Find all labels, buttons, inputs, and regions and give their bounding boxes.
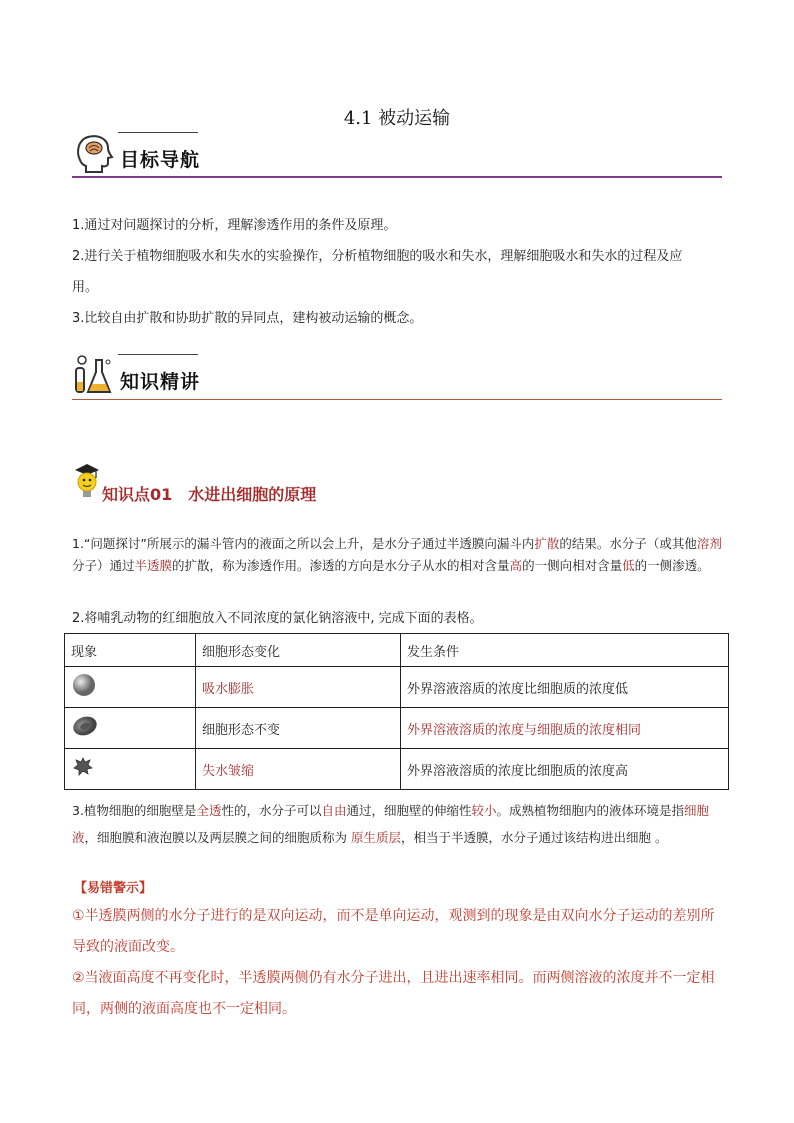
- goal-item: 用。: [72, 280, 99, 295]
- text: 的一侧渗透。: [634, 558, 710, 573]
- text: 。成熟植物细胞内的液体环境是指: [496, 803, 685, 818]
- table-cell: 吸水膨胀: [196, 667, 401, 708]
- swollen-cell-icon: [71, 672, 97, 698]
- table-row: [65, 708, 729, 749]
- answer-text: 全透: [196, 803, 222, 818]
- section-header-goals: [72, 130, 722, 178]
- graduate-bulb-icon: [72, 462, 102, 502]
- answer-text: 低: [622, 558, 635, 573]
- text: 1.“问题探讨”所展示的漏斗管内的液面之所以会上升，是水分子通过半透膜向漏斗内: [72, 536, 535, 551]
- table-cell: 细胞形态不变: [196, 708, 401, 749]
- text: 分子）通过: [72, 558, 135, 573]
- paragraph-table-intro: 2.将哺乳动物的红细胞放入不同浓度的氯化钠溶液中, 完成下面的表格。: [72, 611, 483, 626]
- text: ，细胞膜和液泡膜以及两层膜之间的细胞质称为: [84, 830, 351, 845]
- table-cell: [65, 708, 196, 749]
- paragraph-plant-cell: [72, 797, 724, 851]
- shrunken-cell-icon: [71, 755, 95, 779]
- text: 的一侧向相对含量: [522, 558, 623, 573]
- answer-text: 细胞液: [72, 803, 710, 845]
- answer-text: 较小: [471, 803, 497, 818]
- goal-item: 3.比较自由扩散和协助扩散的异同点，建构被动运输的概念。: [72, 311, 423, 326]
- knowledge-point-header: [72, 462, 472, 512]
- text: 的扩散，称为渗透作用。渗透的方向是水分子从水的相对含量: [172, 558, 510, 573]
- goal-item: 2.进行关于植物细胞吸水和失水的实验操作，分析植物细胞的吸水和失水，理解细胞吸水和失水的过程及应: [72, 249, 683, 264]
- table-cell: 外界溶液溶质的浓度比细胞质的浓度低: [401, 667, 729, 708]
- text: 性的，水分子可以: [221, 803, 322, 818]
- goal-item: 1.通过对问题探讨的分析，理解渗透作用的条件及原理。: [72, 218, 397, 233]
- warning-item: ②当液面高度不再变化时，半透膜两侧仍有水分子进出，且进出速率相同。而两侧溶液的浓度并不一定相同，两侧的液面高度也不一定相同。: [72, 970, 715, 1017]
- table-header-row: [65, 634, 729, 667]
- lab-flask-icon: [72, 352, 116, 396]
- normal-cell-icon: [71, 714, 99, 738]
- knowledge-point-title: 知识点01 水进出细胞的原理: [102, 485, 317, 504]
- text: 的结果。水分子（或其他: [559, 536, 697, 551]
- warning-title: 【易错警示】: [74, 881, 153, 896]
- table-header: 细胞形态变化: [196, 634, 401, 667]
- table-row: [65, 749, 729, 790]
- answer-text: 半透膜: [134, 558, 173, 573]
- section-header-knowledge: [72, 352, 722, 400]
- section-label: 知识精讲: [120, 371, 201, 393]
- page-title: 4.1 被动运输: [343, 108, 451, 129]
- paragraph-osmosis: [72, 533, 724, 577]
- answer-text: 原生质层: [351, 830, 402, 845]
- table-row: [65, 667, 729, 708]
- text: ，相当于半透膜，水分子通过该结构进出细胞 。: [401, 830, 668, 845]
- table-cell: 外界溶液溶质的浓度比细胞质的浓度高: [401, 749, 729, 790]
- answer-text: 扩散: [534, 536, 560, 551]
- table-cell: 外界溶液溶质的浓度与细胞质的浓度相同: [401, 708, 729, 749]
- table-cell: [65, 749, 196, 790]
- table-cell: 失水皱缩: [196, 749, 401, 790]
- head-brain-icon: [72, 130, 116, 174]
- section-label: 目标导航: [120, 149, 201, 171]
- answer-text: 溶剂: [696, 536, 722, 551]
- answer-text: 自由: [321, 803, 347, 818]
- table-cell: [65, 667, 196, 708]
- cell-state-table: [64, 633, 729, 790]
- table-header: 发生条件: [401, 634, 729, 667]
- warning-item: ①半透膜两侧的水分子进行的是双向运动，而不是单向运动，观测到的现象是由双向水分子运动的差别所导致的液面改变。: [72, 908, 715, 955]
- text: 通过，细胞壁的伸缩性: [346, 803, 472, 818]
- text: 3.植物细胞的细胞壁是: [72, 803, 197, 818]
- table-header: 现象: [65, 634, 196, 667]
- goals-list: [72, 210, 724, 334]
- answer-text: 高: [509, 558, 523, 573]
